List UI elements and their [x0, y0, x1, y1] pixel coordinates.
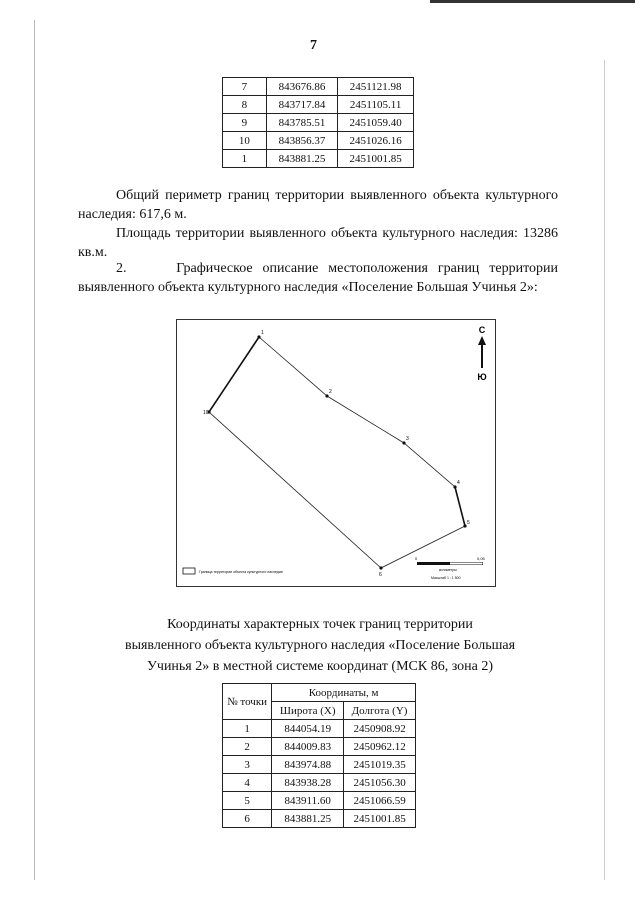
y-cell: 2451026.16 [338, 132, 414, 150]
y-cell: 2451019.35 [344, 756, 416, 774]
x-cell: 844054.19 [272, 720, 344, 738]
table-row [223, 756, 416, 774]
point-number-cell: 8 [223, 96, 267, 114]
y-cell: 2451066.59 [344, 792, 416, 810]
x-cell: 843938.28 [272, 774, 344, 792]
y-cell: 2451105.11 [338, 96, 414, 114]
table-row [223, 810, 416, 828]
table-row [223, 96, 414, 114]
perimeter-text: Общий периметр границ территории выявленного объекта культурного наследия: 617,6 м. [78, 188, 558, 222]
x-cell: 843881.25 [272, 810, 344, 828]
boundary-thick-segment [455, 487, 465, 526]
perimeter-paragraph [78, 186, 558, 224]
table-row [223, 774, 416, 792]
point-number-cell: 5 [223, 792, 272, 810]
point-label-1: 1 [261, 330, 264, 336]
boundary-point [379, 566, 382, 569]
caption-line-3: Учинья 2» в местной системе координат (МСК 86, зона 2) [146, 659, 494, 674]
point-label-10: 10 [203, 410, 209, 416]
boundary-map [176, 319, 496, 587]
caption-line-1: Координаты характерных точек границ территории [167, 617, 473, 632]
boundary-map-drawing [177, 320, 495, 586]
header-point-number: № точки [223, 684, 272, 720]
table-row [223, 114, 414, 132]
x-cell: 844009.83 [272, 738, 344, 756]
north-label: С [478, 325, 486, 335]
caption-line-2: выявленного объекта культурного наследия «Поселение Большая [124, 638, 516, 653]
top-coordinates-table [222, 77, 414, 168]
page-number: 7 [310, 38, 317, 53]
scan-edge-top [430, 0, 635, 3]
section-number: 2. [116, 261, 127, 276]
scale-unit-label: километры [439, 568, 457, 572]
point-label-5: 5 [467, 520, 470, 526]
y-cell: 2451059.40 [338, 114, 414, 132]
x-cell: 843974.88 [272, 756, 344, 774]
south-label: Ю [477, 372, 487, 382]
header-coordinates: Координаты, м [272, 684, 416, 702]
table-row [223, 792, 416, 810]
legend-text: Граница территории объекта культурного наследия [199, 570, 283, 574]
legend-swatch [183, 568, 195, 574]
x-cell: 843856.37 [266, 132, 338, 150]
area-text: Площадь территории выявленного объекта культурного наследия: 13286 кв.м. [78, 226, 558, 260]
area-paragraph [78, 224, 558, 262]
point-number-cell: 1 [223, 150, 267, 168]
bottom-coordinates-table [222, 683, 416, 828]
table-row [223, 720, 416, 738]
point-number-cell: 6 [223, 810, 272, 828]
y-cell: 2451121.98 [338, 78, 414, 96]
section-text: Графическое описание местоположения границ территории выявленного объекта культурного наследия «Поселение Большая Учинья 2»: [78, 261, 559, 295]
y-cell: 2451056.30 [344, 774, 416, 792]
point-label-6: 6 [379, 572, 382, 578]
point-label-4: 4 [457, 480, 460, 486]
table-caption [95, 614, 545, 677]
scale-start-label: 0 [415, 556, 418, 561]
header-longitude: Долгота (Y) [344, 702, 416, 720]
point-number-cell: 10 [223, 132, 267, 150]
header-latitude: Широта (X) [272, 702, 344, 720]
y-cell: 2450908.92 [344, 720, 416, 738]
table-row [223, 78, 414, 96]
point-number-cell: 4 [223, 774, 272, 792]
x-cell: 843881.25 [266, 150, 338, 168]
y-cell: 2451001.85 [344, 810, 416, 828]
table-row [223, 150, 414, 168]
boundary-line [209, 337, 465, 568]
y-cell: 2451001.85 [338, 150, 414, 168]
point-number-cell: 9 [223, 114, 267, 132]
scan-edge-right [604, 60, 605, 880]
y-cell: 2450962.12 [344, 738, 416, 756]
section-2-paragraph [78, 259, 558, 297]
table-row [223, 132, 414, 150]
x-cell: 843717.84 [266, 96, 338, 114]
point-number-cell: 7 [223, 78, 267, 96]
scale-bar-segment [450, 563, 483, 565]
scan-edge-left [34, 20, 35, 880]
north-arrow-head-icon [478, 336, 486, 345]
point-label-3: 3 [406, 436, 409, 442]
point-label-2: 2 [329, 389, 332, 395]
scale-end-label: 0,05 [477, 556, 485, 561]
boundary-thick-segment [209, 337, 259, 412]
point-number-cell: 1 [223, 720, 272, 738]
point-number-cell: 2 [223, 738, 272, 756]
table-header-row [223, 684, 416, 702]
x-cell: 843676.86 [266, 78, 338, 96]
point-number-cell: 3 [223, 756, 272, 774]
x-cell: 843911.60 [272, 792, 344, 810]
table-row [223, 738, 416, 756]
x-cell: 843785.51 [266, 114, 338, 132]
scale-ratio-label: Масштаб 1 : 1 500 [431, 576, 461, 580]
